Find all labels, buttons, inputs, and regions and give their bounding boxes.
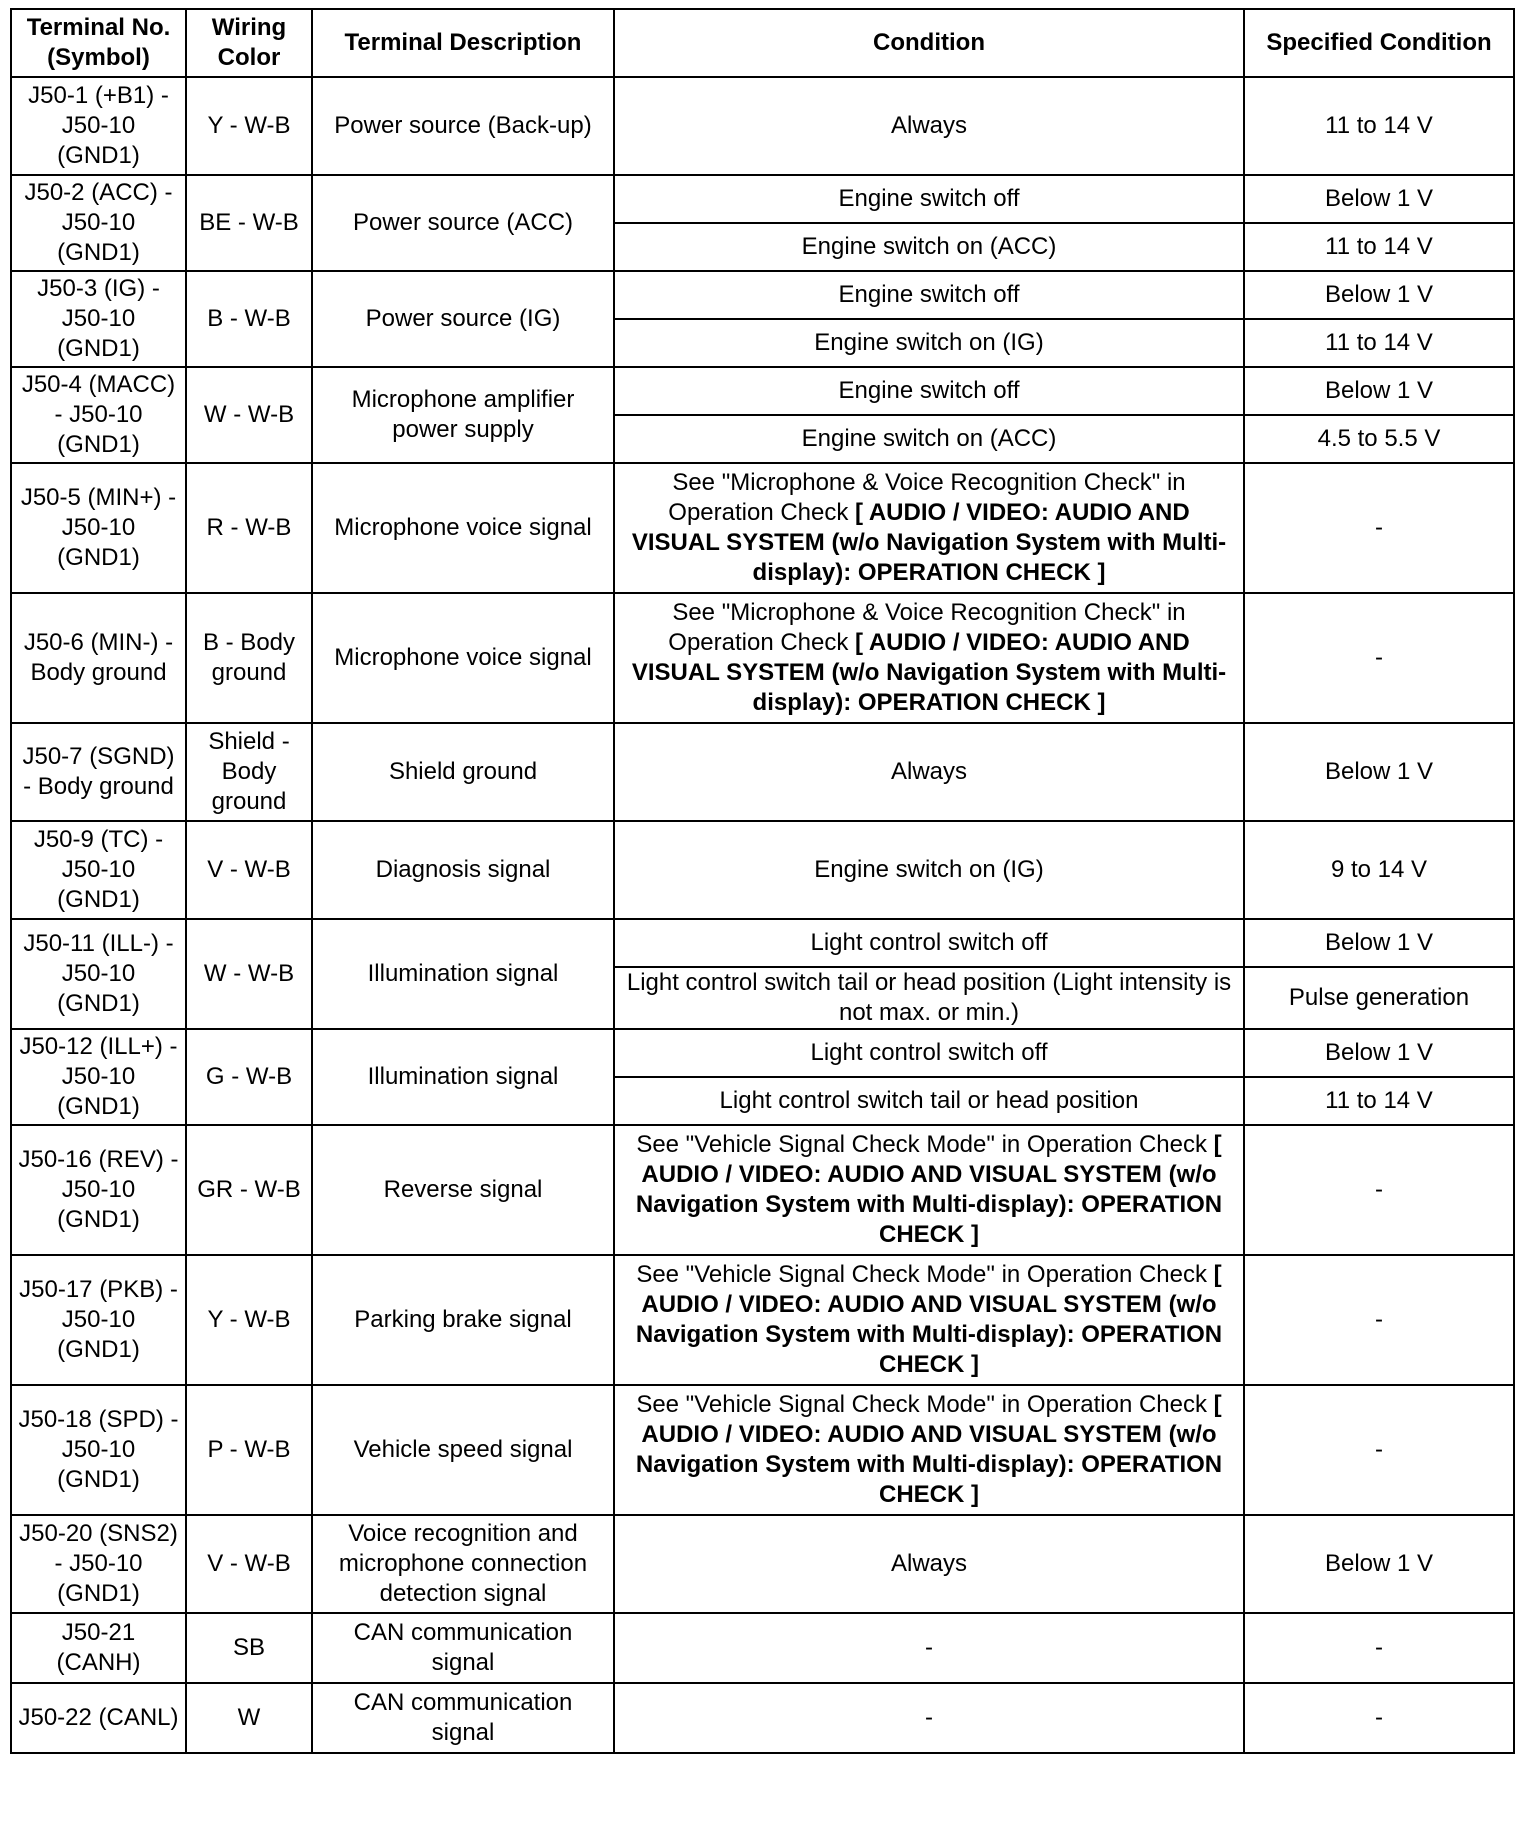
table-row <box>11 723 1514 821</box>
description-cell: Parking brake signal <box>312 1255 614 1385</box>
description-cell: Power source (IG) <box>312 271 614 367</box>
wiring-color-cell: P - W-B <box>186 1385 312 1515</box>
condition-cell: Engine switch on (ACC) <box>614 415 1244 463</box>
wiring-color-cell: W - W-B <box>186 367 312 463</box>
description-cell: Illumination signal <box>312 1029 614 1125</box>
description-cell: Microphone voice signal <box>312 593 614 723</box>
description-cell: Vehicle speed signal <box>312 1385 614 1515</box>
condition-cell: Engine switch off <box>614 271 1244 319</box>
terminal-cell: J50-21 (CANH) <box>11 1613 186 1683</box>
condition-cell: Light control switch tail or head position (Light intensity is not max. or min.) <box>614 967 1244 1029</box>
terminal-cell: J50-20 (SNS2) - J50-10 (GND1) <box>11 1515 186 1613</box>
spec-cell: 11 to 14 V <box>1244 1077 1514 1125</box>
table-row <box>11 175 1514 223</box>
wiring-color-cell: SB <box>186 1613 312 1683</box>
description-cell: Illumination signal <box>312 919 614 1029</box>
table-row <box>11 1683 1514 1753</box>
wiring-color-cell: R - W-B <box>186 463 312 593</box>
terminal-cell: J50-12 (ILL+) - J50-10 (GND1) <box>11 1029 186 1125</box>
wiring-color-cell: Y - W-B <box>186 1255 312 1385</box>
condition-cell: Engine switch off <box>614 175 1244 223</box>
terminal-cell: J50-6 (MIN-) - Body ground <box>11 593 186 723</box>
header-wiring-color: Wiring Color <box>186 9 312 77</box>
condition-cell: Engine switch on (ACC) <box>614 223 1244 271</box>
condition-cell <box>614 593 1244 723</box>
wiring-color-cell: BE - W-B <box>186 175 312 271</box>
spec-cell: Below 1 V <box>1244 367 1514 415</box>
reference-link[interactable]: [ AUDIO / VIDEO: AUDIO AND VISUAL SYSTEM (w/o Navigation System with Multi-display): OPERATION CHECK ] <box>631 629 1227 716</box>
condition-cell: Light control switch off <box>614 919 1244 967</box>
condition-cell: Always <box>614 77 1244 175</box>
table-row <box>11 1029 1514 1077</box>
spec-cell: Below 1 V <box>1244 1029 1514 1077</box>
terminal-spec-table <box>10 8 1515 1754</box>
spec-cell: Pulse generation <box>1244 967 1514 1029</box>
spec-cell: 11 to 14 V <box>1244 77 1514 175</box>
header-condition: Condition <box>614 9 1244 77</box>
spec-cell: 4.5 to 5.5 V <box>1244 415 1514 463</box>
header-terminal: Terminal No. (Symbol) <box>11 9 186 77</box>
terminal-cell: J50-7 (SGND) - Body ground <box>11 723 186 821</box>
description-cell: Power source (Back-up) <box>312 77 614 175</box>
spec-cell: 11 to 14 V <box>1244 319 1514 367</box>
table-row <box>11 1515 1514 1613</box>
condition-cell <box>614 1255 1244 1385</box>
header-specified-condition: Specified Condition <box>1244 9 1514 77</box>
spec-cell: Below 1 V <box>1244 1515 1514 1613</box>
condition-cell: - <box>614 1613 1244 1683</box>
terminal-cell: J50-1 (+B1) - J50-10 (GND1) <box>11 77 186 175</box>
terminal-cell: J50-2 (ACC) - J50-10 (GND1) <box>11 175 186 271</box>
wiring-color-cell: V - W-B <box>186 1515 312 1613</box>
description-cell: CAN communication signal <box>312 1683 614 1753</box>
condition-cell: Engine switch off <box>614 367 1244 415</box>
spec-cell: - <box>1244 1385 1514 1515</box>
table-row <box>11 367 1514 415</box>
condition-cell: - <box>614 1683 1244 1753</box>
condition-cell: Engine switch on (IG) <box>614 319 1244 367</box>
table-row <box>11 593 1514 723</box>
condition-cell: Light control switch tail or head position <box>614 1077 1244 1125</box>
header-terminal-description: Terminal Description <box>312 9 614 77</box>
description-cell: Microphone amplifier power supply <box>312 367 614 463</box>
spec-cell: - <box>1244 463 1514 593</box>
table-row <box>11 821 1514 919</box>
table-row <box>11 1125 1514 1255</box>
condition-text: See "Vehicle Signal Check Mode" in Operation Check <box>636 1261 1214 1288</box>
description-cell: Shield ground <box>312 723 614 821</box>
table-row <box>11 1613 1514 1683</box>
wiring-color-cell: W - W-B <box>186 919 312 1029</box>
spec-cell: - <box>1244 593 1514 723</box>
terminal-cell: J50-16 (REV) - J50-10 (GND1) <box>11 1125 186 1255</box>
terminal-cell: J50-18 (SPD) - J50-10 (GND1) <box>11 1385 186 1515</box>
table-row <box>11 271 1514 319</box>
table-row <box>11 919 1514 967</box>
condition-cell: Light control switch off <box>614 1029 1244 1077</box>
condition-cell: Always <box>614 1515 1244 1613</box>
table-row <box>11 1385 1514 1515</box>
table-row <box>11 463 1514 593</box>
spec-cell: Below 1 V <box>1244 271 1514 319</box>
terminal-cell: J50-3 (IG) - J50-10 (GND1) <box>11 271 186 367</box>
wiring-color-cell: B - W-B <box>186 271 312 367</box>
spec-cell: Below 1 V <box>1244 723 1514 821</box>
table-row <box>11 77 1514 175</box>
wiring-color-cell: V - W-B <box>186 821 312 919</box>
spec-cell: - <box>1244 1683 1514 1753</box>
terminal-cell: J50-5 (MIN+) - J50-10 (GND1) <box>11 463 186 593</box>
reference-link[interactable]: [ AUDIO / VIDEO: AUDIO AND VISUAL SYSTEM (w/o Navigation System with Multi-display): OPERATION CHECK ] <box>635 1391 1223 1508</box>
terminal-cell: J50-11 (ILL-) - J50-10 (GND1) <box>11 919 186 1029</box>
terminal-cell: J50-17 (PKB) - J50-10 (GND1) <box>11 1255 186 1385</box>
reference-link[interactable]: [ AUDIO / VIDEO: AUDIO AND VISUAL SYSTEM (w/o Navigation System with Multi-display): OPERATION CHECK ] <box>635 1261 1223 1378</box>
wiring-color-cell: G - W-B <box>186 1029 312 1125</box>
wiring-color-cell: Shield - Body ground <box>186 723 312 821</box>
reference-link[interactable]: [ AUDIO / VIDEO: AUDIO AND VISUAL SYSTEM (w/o Navigation System with Multi-display): OPERATION CHECK ] <box>631 499 1227 586</box>
wiring-color-cell: W <box>186 1683 312 1753</box>
condition-cell <box>614 1385 1244 1515</box>
condition-text: See "Vehicle Signal Check Mode" in Operation Check <box>636 1391 1214 1418</box>
description-cell: Reverse signal <box>312 1125 614 1255</box>
table-row <box>11 1255 1514 1385</box>
condition-cell: Always <box>614 723 1244 821</box>
wiring-color-cell: GR - W-B <box>186 1125 312 1255</box>
wiring-color-cell: B - Body ground <box>186 593 312 723</box>
condition-cell <box>614 1125 1244 1255</box>
spec-cell: - <box>1244 1613 1514 1683</box>
reference-link[interactable]: [ AUDIO / VIDEO: AUDIO AND VISUAL SYSTEM (w/o Navigation System with Multi-display): OPERATION CHECK ] <box>635 1131 1223 1248</box>
header-row <box>11 9 1514 77</box>
description-cell: CAN communication signal <box>312 1613 614 1683</box>
terminal-cell: J50-4 (MACC) - J50-10 (GND1) <box>11 367 186 463</box>
spec-cell: - <box>1244 1125 1514 1255</box>
condition-text: See "Vehicle Signal Check Mode" in Operation Check <box>636 1131 1214 1158</box>
spec-cell: Below 1 V <box>1244 919 1514 967</box>
wiring-color-cell: Y - W-B <box>186 77 312 175</box>
condition-cell: Engine switch on (IG) <box>614 821 1244 919</box>
spec-cell: - <box>1244 1255 1514 1385</box>
description-cell: Microphone voice signal <box>312 463 614 593</box>
spec-cell: 9 to 14 V <box>1244 821 1514 919</box>
terminal-cell: J50-22 (CANL) <box>11 1683 186 1753</box>
terminal-cell: J50-9 (TC) - J50-10 (GND1) <box>11 821 186 919</box>
spec-cell: 11 to 14 V <box>1244 223 1514 271</box>
description-cell: Diagnosis signal <box>312 821 614 919</box>
spec-cell: Below 1 V <box>1244 175 1514 223</box>
condition-text: See "Microphone & Voice Recognition Check" in Operation Check <box>668 469 1186 526</box>
description-cell: Power source (ACC) <box>312 175 614 271</box>
condition-cell <box>614 463 1244 593</box>
condition-text: See "Microphone & Voice Recognition Check" in Operation Check <box>668 599 1186 656</box>
description-cell: Voice recognition and microphone connection detection signal <box>312 1515 614 1613</box>
